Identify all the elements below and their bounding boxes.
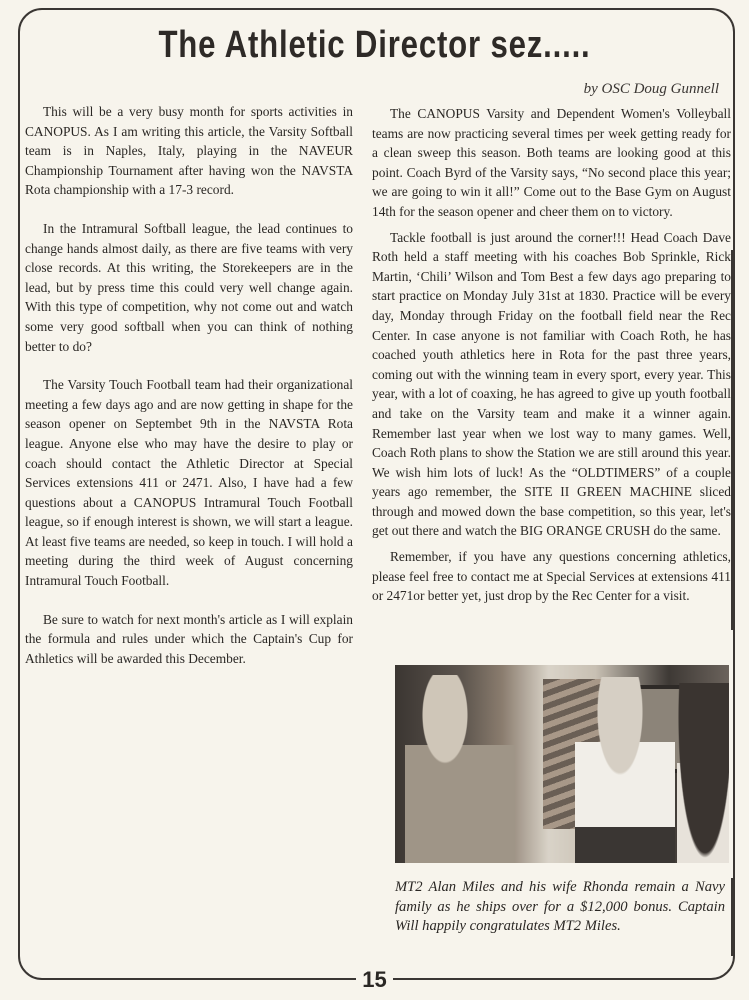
right-column bbox=[372, 104, 731, 612]
byline: by OSC Doug Gunnell bbox=[583, 81, 719, 97]
paragraph: Tackle football is just around the corner!!! Head Coach Dave Roth held a staff meeting with his coaches Bob Sprinkle, Rick Martin, ‘Chili’ Wilson and Tom Best a few days ago preparing to start practice on Monday July 31st at 1830. Practice will be every day, Monday through Friday on the football field near the Rec Center. In case anyone is not familiar with Coach Roth, he has coached youth athletics here in Rota for the past three years, coming out with the winning team in every sport, every year. This year, with a lot of coaxing, he has agreed to give up youth football and take on the Varsity team and make it a winner again. Remember last year when we lost way to many games. Well, Coach Roth plans to show the Station we are still around this year. We wish him lots of luck! As the “OLDTIMERS” of a couple years ago remember, the SITE II GREEN MACHINE sliced through and mowed down the base competition, so this year, let's get out there and watch the BIG ORANGE CRUSH do the same. bbox=[372, 229, 731, 539]
paragraph: This will be a very busy month for sports activities in CANOPUS. As I am writing this article, the Varsity Softball team is in Naples, Italy, playing in the NAVEUR Championship Tournament after having won the NAVSTA Rota championship with a 17-3 record. bbox=[25, 104, 353, 198]
paragraph: The CANOPUS Varsity and Dependent Women's Volleyball teams are now practicing several times per week getting ready for a clean sweep this season. Both teams are looking good at this point. Coach Byrd of the Varsity says, “No second place this year; we are going to win it all!” Come out to the Base Gym on August 14th for the season opener and cheer them on to victory. bbox=[372, 106, 731, 219]
photo-caption: MT2 Alan Miles and his wife Rhonda remain a Navy family as he ships over for a $12,000 bonus. Captain Will happily congratulates MT2 Miles. bbox=[395, 879, 725, 934]
paragraph: The Varsity Touch Football team had their organizational meeting a few days ago and are now getting in shape for the season opener on Septembet 9th in the NAVSTA Rota league. Anyone else who may have the desire to play or coach should contact the Athletic Director at Special Services extensions 411 or 2471. Also, I have had a few questions about a CANOPUS Intramural Touch Football league, so if enough interest is shown, we will start a league. At least five teams are needed, so keep in touch. I will hold a meeting during the third week of August concerning Intramural Touch Football. bbox=[25, 377, 353, 589]
caption-rule bbox=[731, 878, 733, 956]
paragraph: In the Intramural Softball league, the lead continues to change hands almost daily, as there are five teams with very close records. At this writing, the Storekeepers are in the lead, but by press time this could very well change again. With this type of competition, why not come out and watch some very good softball when you can think of nothing better to do? bbox=[25, 220, 353, 354]
page-number: 15 bbox=[356, 968, 392, 992]
paragraph: Remember, if you have any questions concerning athletics, please feel free to contact me at Special Services at extensions 411 or 2471or better yet, just drop by the Rec Center for a visit. bbox=[372, 549, 731, 604]
captain-figure bbox=[405, 675, 515, 863]
column-rule bbox=[731, 250, 733, 630]
wife-figure bbox=[677, 683, 729, 863]
sailor-figure bbox=[575, 677, 675, 863]
reenlistment-photo bbox=[395, 665, 729, 863]
page-title: The Athletic Director sez..... bbox=[158, 24, 591, 66]
footer bbox=[0, 968, 749, 992]
left-column bbox=[25, 102, 353, 687]
paragraph: Be sure to watch for next month's article as I will explain the formula and rules under which the Captain's Cup for Athletics will be awarded this December. bbox=[25, 611, 353, 666]
